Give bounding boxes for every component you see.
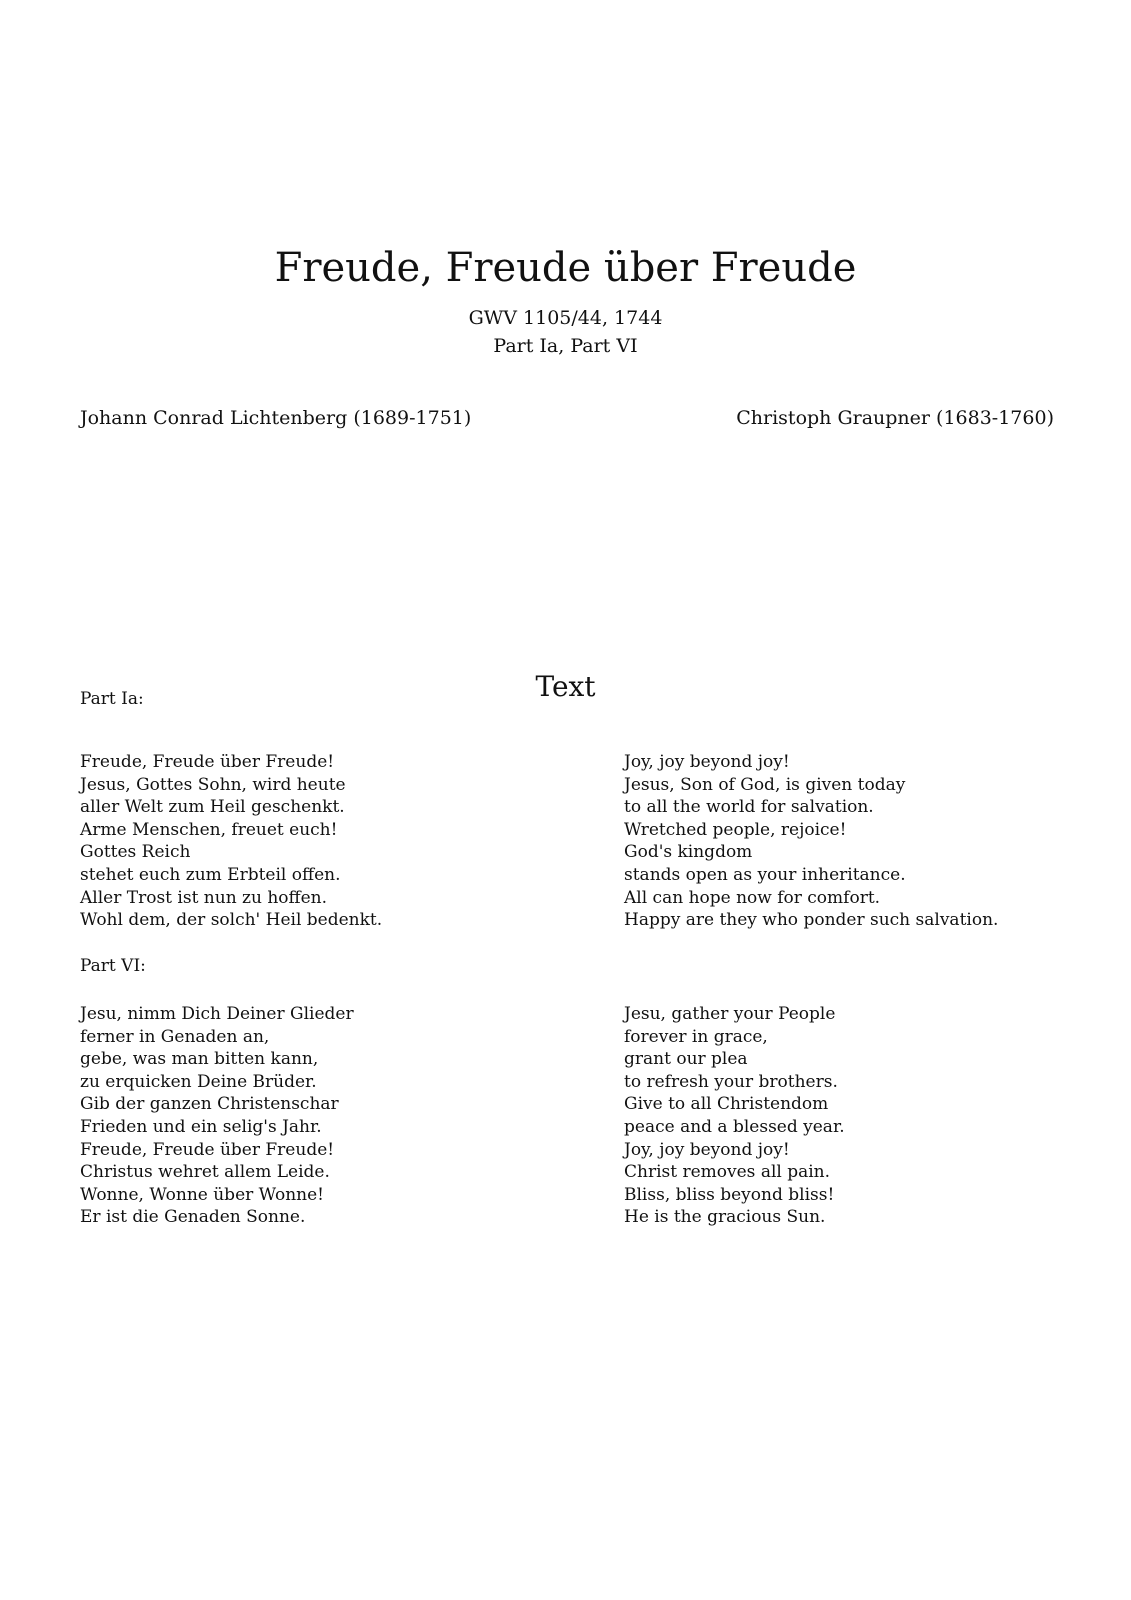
text-section-heading: Text bbox=[535, 670, 596, 703]
verse-line: Jesu, nimm Dich Deiner Glieder bbox=[80, 1004, 354, 1024]
verse-line: Christus wehret allem Leide. bbox=[80, 1162, 330, 1183]
verse-line: ferner in Genaden an, bbox=[80, 1026, 270, 1047]
verse-line: All can hope now for comfort. bbox=[624, 887, 881, 908]
verse-line: peace and a blessed year. bbox=[624, 1116, 845, 1137]
part-ia-english-text bbox=[624, 751, 998, 932]
verse-line: Freude, Freude über Freude! bbox=[80, 752, 335, 772]
verse-line: grant our plea bbox=[624, 1049, 748, 1070]
verse-line: Gottes Reich bbox=[80, 842, 191, 863]
verse-line: Arme Menschen, freuet euch! bbox=[80, 819, 338, 840]
verse-line: Freude, Freude über Freude! bbox=[80, 1139, 335, 1160]
verse-line: Wretched people, rejoice! bbox=[624, 819, 847, 840]
verse-line: stands open as your inheritance. bbox=[624, 864, 906, 885]
verse-line: gebe, was man bitten kann, bbox=[80, 1049, 319, 1070]
verse-line: stehet euch zum Erbteil offen. bbox=[80, 864, 341, 885]
verse-line: Gib der ganzen Christenschar bbox=[80, 1094, 339, 1115]
part-vi-english-text bbox=[624, 1003, 845, 1229]
verse-line: Happy are they who ponder such salvation. bbox=[624, 910, 999, 931]
verse-line: Jesu, gather your People bbox=[624, 1004, 836, 1024]
part-ia-german-text bbox=[80, 751, 382, 932]
verse-line: Er ist die Genaden Sonne. bbox=[80, 1207, 306, 1228]
verse-line: Bliss, bliss beyond bliss! bbox=[624, 1184, 835, 1205]
catalog-number: GWV 1105/44, 1744 bbox=[468, 307, 663, 329]
verse-line: Frieden und ein selig's Jahr. bbox=[80, 1116, 322, 1137]
verse-line: forever in grace, bbox=[624, 1026, 768, 1047]
verse-line: to all the world for salvation. bbox=[624, 797, 874, 818]
verse-line: aller Welt zum Heil geschenkt. bbox=[80, 797, 345, 818]
verse-line: zu erquicken Deine Brüder. bbox=[80, 1071, 317, 1092]
verse-line: to refresh your brothers. bbox=[624, 1071, 838, 1092]
verse-line: Wonne, Wonne über Wonne! bbox=[80, 1184, 325, 1205]
composer-credit: Christoph Graupner (1683-1760) bbox=[736, 407, 1054, 429]
part-vi-german-text bbox=[80, 1003, 354, 1229]
verse-line: Jesus, Son of God, is given today bbox=[624, 774, 906, 795]
verse-line: Aller Trost ist nun zu hoffen. bbox=[80, 887, 328, 908]
verse-line: Jesus, Gottes Sohn, wird heute bbox=[80, 774, 346, 795]
verse-line: God's kingdom bbox=[624, 842, 753, 863]
verse-line: He is the gracious Sun. bbox=[624, 1207, 826, 1228]
verse-line: Joy, joy beyond joy! bbox=[624, 752, 790, 772]
verse-line: Wohl dem, der solch' Heil bedenkt. bbox=[80, 910, 383, 931]
parts-subtitle: Part Ia, Part VI bbox=[493, 335, 638, 357]
part-ia-label: Part Ia: bbox=[80, 689, 144, 709]
lyricist-credit: Johann Conrad Lichtenberg (1689-1751) bbox=[80, 407, 472, 429]
verse-line: Christ removes all pain. bbox=[624, 1162, 831, 1183]
part-vi-label: Part VI: bbox=[80, 956, 146, 976]
verse-line: Joy, joy beyond joy! bbox=[624, 1139, 790, 1160]
verse-line: Give to all Christendom bbox=[624, 1094, 829, 1115]
page-title: Freude, Freude über Freude bbox=[274, 245, 857, 291]
